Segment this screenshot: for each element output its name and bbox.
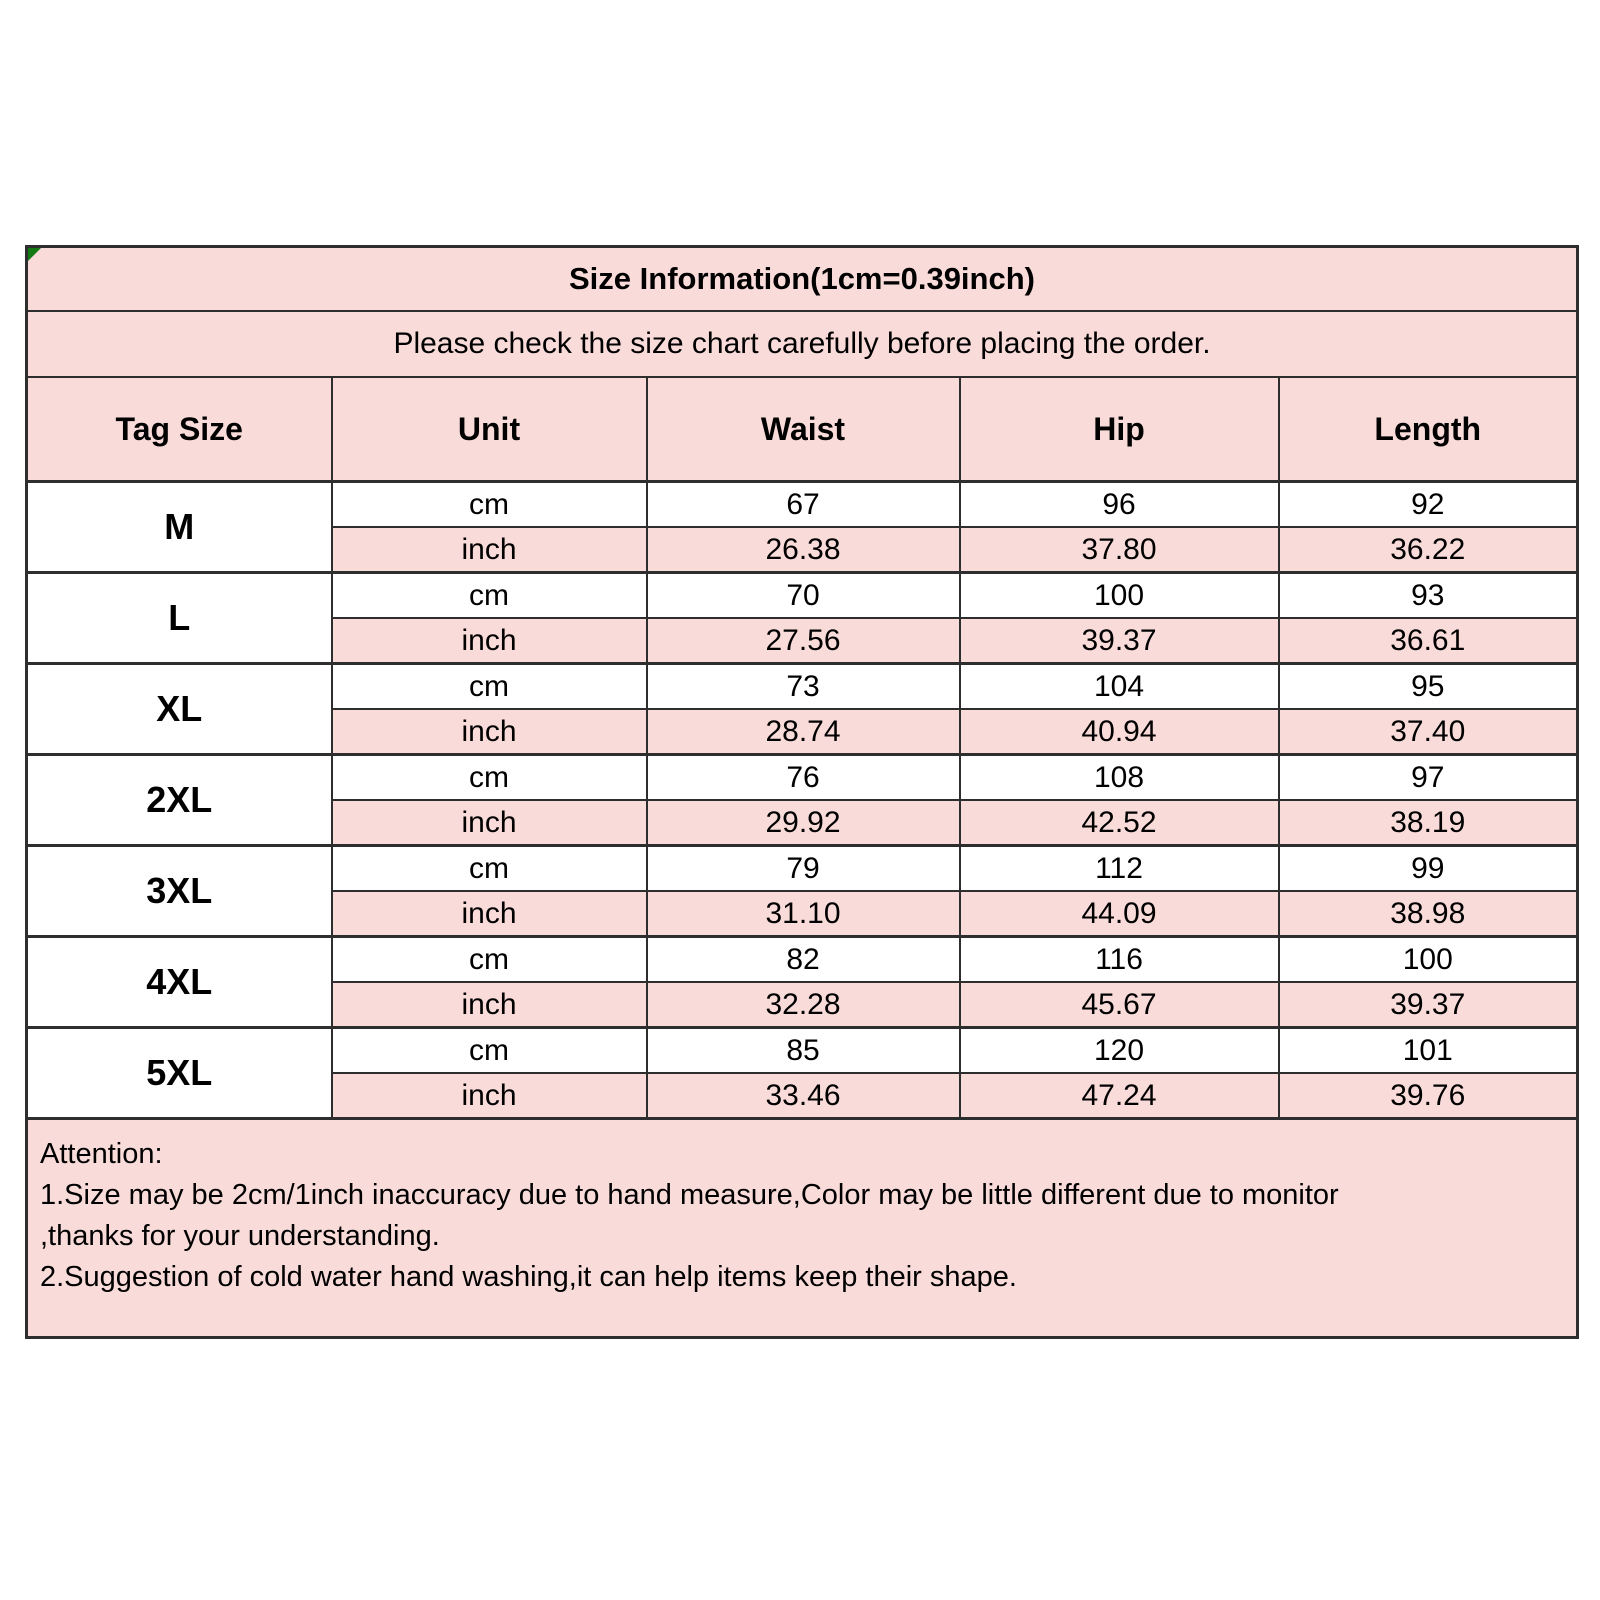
value-cell: 116 bbox=[960, 937, 1279, 983]
column-header-row bbox=[27, 377, 1578, 482]
value-cell: 40.94 bbox=[960, 709, 1279, 755]
unit-cell: cm bbox=[332, 846, 647, 892]
value-cell: 73 bbox=[647, 664, 960, 710]
value-cell: 104 bbox=[960, 664, 1279, 710]
value-cell: 31.10 bbox=[647, 891, 960, 937]
column-header-hip: Hip bbox=[960, 377, 1279, 482]
attention-block bbox=[27, 1119, 1578, 1338]
value-cell: 70 bbox=[647, 573, 960, 619]
page-subtitle: Please check the size chart carefully before placing the order. bbox=[27, 311, 1578, 377]
table-row bbox=[27, 482, 1578, 528]
unit-cell: cm bbox=[332, 664, 647, 710]
table-row bbox=[27, 937, 1578, 983]
value-cell: 93 bbox=[1279, 573, 1578, 619]
column-header-length: Length bbox=[1279, 377, 1578, 482]
unit-cell: inch bbox=[332, 618, 647, 664]
unit-cell: inch bbox=[332, 709, 647, 755]
value-cell: 39.37 bbox=[1279, 982, 1578, 1028]
value-cell: 100 bbox=[1279, 937, 1578, 983]
value-cell: 36.22 bbox=[1279, 527, 1578, 573]
value-cell: 79 bbox=[647, 846, 960, 892]
value-cell: 96 bbox=[960, 482, 1279, 528]
size-cell: 2XL bbox=[27, 755, 332, 846]
value-cell: 99 bbox=[1279, 846, 1578, 892]
size-cell: XL bbox=[27, 664, 332, 755]
column-header-waist: Waist bbox=[647, 377, 960, 482]
size-cell: 4XL bbox=[27, 937, 332, 1028]
value-cell: 85 bbox=[647, 1028, 960, 1074]
attention-line: 1.Size may be 2cm/1inch inaccuracy due to hand measure,Color may be little different due to monitor bbox=[40, 1179, 1339, 1211]
value-cell: 108 bbox=[960, 755, 1279, 801]
page-title: Size Information(1cm=0.39inch) bbox=[27, 247, 1578, 312]
value-cell: 44.09 bbox=[960, 891, 1279, 937]
value-cell: 33.46 bbox=[647, 1073, 960, 1119]
unit-cell: inch bbox=[332, 800, 647, 846]
value-cell: 92 bbox=[1279, 482, 1578, 528]
column-header-tag-size: Tag Size bbox=[27, 377, 332, 482]
value-cell: 28.74 bbox=[647, 709, 960, 755]
value-cell: 112 bbox=[960, 846, 1279, 892]
size-cell: L bbox=[27, 573, 332, 664]
unit-cell: cm bbox=[332, 1028, 647, 1074]
value-cell: 76 bbox=[647, 755, 960, 801]
size-cell: M bbox=[27, 482, 332, 573]
unit-cell: inch bbox=[332, 891, 647, 937]
value-cell: 45.67 bbox=[960, 982, 1279, 1028]
table-row bbox=[27, 1028, 1578, 1074]
corner-marker-icon bbox=[28, 248, 41, 261]
unit-cell: inch bbox=[332, 982, 647, 1028]
value-cell: 39.37 bbox=[960, 618, 1279, 664]
size-cell: 5XL bbox=[27, 1028, 332, 1119]
value-cell: 47.24 bbox=[960, 1073, 1279, 1119]
title-row bbox=[27, 247, 1578, 312]
value-cell: 38.19 bbox=[1279, 800, 1578, 846]
unit-cell: inch bbox=[332, 1073, 647, 1119]
size-chart-table bbox=[25, 245, 1579, 1339]
unit-cell: cm bbox=[332, 573, 647, 619]
value-cell: 67 bbox=[647, 482, 960, 528]
unit-cell: inch bbox=[332, 527, 647, 573]
attention-row bbox=[27, 1119, 1578, 1338]
value-cell: 97 bbox=[1279, 755, 1578, 801]
value-cell: 39.76 bbox=[1279, 1073, 1578, 1119]
value-cell: 101 bbox=[1279, 1028, 1578, 1074]
attention-heading: Attention: bbox=[40, 1138, 163, 1170]
size-cell: 3XL bbox=[27, 846, 332, 937]
value-cell: 95 bbox=[1279, 664, 1578, 710]
attention-line: ,thanks for your understanding. bbox=[40, 1220, 440, 1252]
value-cell: 42.52 bbox=[960, 800, 1279, 846]
value-cell: 36.61 bbox=[1279, 618, 1578, 664]
value-cell: 37.40 bbox=[1279, 709, 1578, 755]
table-row bbox=[27, 846, 1578, 892]
table-row bbox=[27, 573, 1578, 619]
unit-cell: cm bbox=[332, 937, 647, 983]
value-cell: 82 bbox=[647, 937, 960, 983]
table-row bbox=[27, 664, 1578, 710]
value-cell: 37.80 bbox=[960, 527, 1279, 573]
value-cell: 100 bbox=[960, 573, 1279, 619]
table-row bbox=[27, 755, 1578, 801]
unit-cell: cm bbox=[332, 755, 647, 801]
value-cell: 38.98 bbox=[1279, 891, 1578, 937]
value-cell: 32.28 bbox=[647, 982, 960, 1028]
subtitle-row bbox=[27, 311, 1578, 377]
value-cell: 120 bbox=[960, 1028, 1279, 1074]
attention-line: 2.Suggestion of cold water hand washing,it can help items keep their shape. bbox=[40, 1261, 1017, 1293]
value-cell: 29.92 bbox=[647, 800, 960, 846]
value-cell: 26.38 bbox=[647, 527, 960, 573]
column-header-unit: Unit bbox=[332, 377, 647, 482]
unit-cell: cm bbox=[332, 482, 647, 528]
value-cell: 27.56 bbox=[647, 618, 960, 664]
